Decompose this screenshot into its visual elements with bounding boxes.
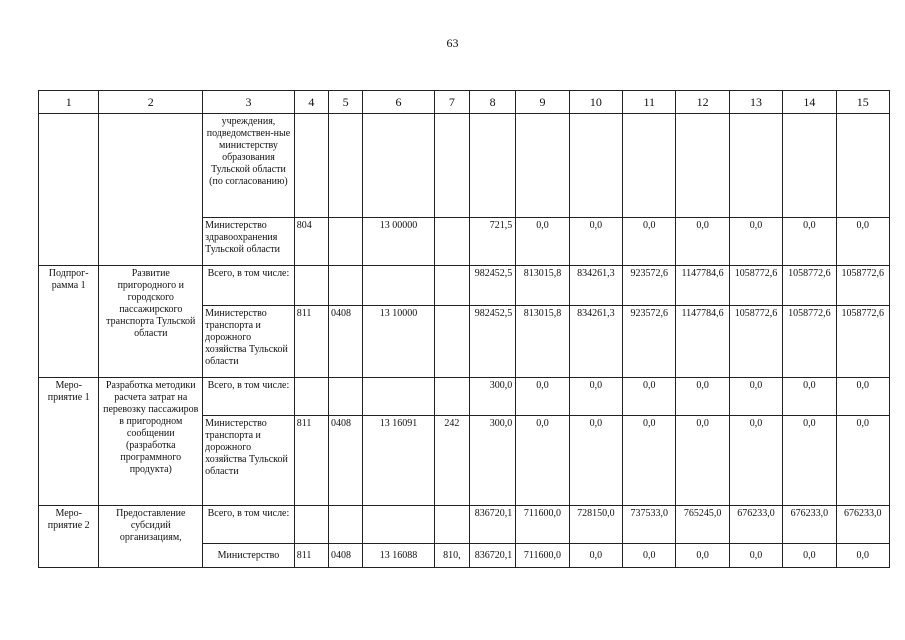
amount-cell: 982452,5 <box>469 266 515 306</box>
empty-cell <box>569 114 622 218</box>
amount-cell: 0,0 <box>836 218 889 266</box>
header-cell: 6 <box>363 91 435 114</box>
amount-cell: 0,0 <box>836 378 889 416</box>
header-cell: 3 <box>203 91 295 114</box>
amount-cell: 923572,6 <box>623 306 676 378</box>
amount-cell: 0,0 <box>569 378 622 416</box>
expense-type-cell <box>434 306 469 378</box>
program-name-cell: Предоставление субсидий организациям, <box>99 506 203 568</box>
target-article-cell: 13 00000 <box>363 218 435 266</box>
program-name-cell <box>99 114 203 266</box>
grbs-code-cell: 811 <box>294 306 328 378</box>
table-row <box>39 114 890 218</box>
amount-cell: 0,0 <box>729 544 782 568</box>
empty-cell <box>729 114 782 218</box>
amount-cell: 711600,0 <box>516 506 569 544</box>
amount-cell: 1058772,6 <box>836 306 889 378</box>
amount-cell: 1058772,6 <box>729 306 782 378</box>
expense-type-cell: 810, <box>434 544 469 568</box>
table-row <box>39 506 890 544</box>
amount-cell: 728150,0 <box>569 506 622 544</box>
amount-cell: 0,0 <box>729 218 782 266</box>
amount-cell: 0,0 <box>516 378 569 416</box>
empty-cell <box>516 114 569 218</box>
amount-cell: 0,0 <box>569 544 622 568</box>
amount-cell: 1058772,6 <box>836 266 889 306</box>
header-row <box>39 91 890 114</box>
target-article-cell <box>363 506 435 544</box>
header-cell: 9 <box>516 91 569 114</box>
executor-cell: Всего, в том числе: <box>203 266 295 306</box>
header-cell: 1 <box>39 91 99 114</box>
amount-cell: 834261,3 <box>569 306 622 378</box>
header-cell: 12 <box>676 91 729 114</box>
section-code-cell <box>329 506 363 544</box>
section-code-cell <box>329 266 363 306</box>
amount-cell: 0,0 <box>516 416 569 506</box>
amount-cell: 0,0 <box>623 416 676 506</box>
empty-cell <box>623 114 676 218</box>
grbs-code-cell <box>294 378 328 416</box>
header-cell: 5 <box>329 91 363 114</box>
grbs-code-cell: 811 <box>294 544 328 568</box>
expense-type-cell: 242 <box>434 416 469 506</box>
amount-cell: 0,0 <box>516 218 569 266</box>
amount-cell: 0,0 <box>783 544 836 568</box>
header-cell: 2 <box>99 91 203 114</box>
amount-cell: 0,0 <box>676 544 729 568</box>
header-cell: 7 <box>434 91 469 114</box>
amount-cell: 0,0 <box>729 416 782 506</box>
amount-cell: 721,5 <box>469 218 515 266</box>
amount-cell: 836720,1 <box>469 506 515 544</box>
grbs-code-cell <box>294 266 328 306</box>
header-cell: 11 <box>623 91 676 114</box>
amount-cell: 300,0 <box>469 378 515 416</box>
amount-cell: 0,0 <box>783 378 836 416</box>
amount-cell: 0,0 <box>569 416 622 506</box>
budget-table <box>38 90 890 568</box>
empty-cell <box>783 114 836 218</box>
grbs-code-cell: 804 <box>294 218 328 266</box>
grbs-code-cell <box>294 506 328 544</box>
amount-cell: 1147784,6 <box>676 306 729 378</box>
program-name-cell: Развитие пригородного и городского пассажирского транспорта Тульской области <box>99 266 203 378</box>
expense-type-cell <box>434 506 469 544</box>
amount-cell: 676233,0 <box>729 506 782 544</box>
empty-cell <box>676 114 729 218</box>
amount-cell: 0,0 <box>676 218 729 266</box>
amount-cell: 0,0 <box>623 544 676 568</box>
amount-cell: 1147784,6 <box>676 266 729 306</box>
executor-cell: Всего, в том числе: <box>203 378 295 416</box>
expense-type-cell <box>434 378 469 416</box>
amount-cell: 711600,0 <box>516 544 569 568</box>
table-row <box>39 266 890 306</box>
target-article-cell <box>363 378 435 416</box>
executor-cell: учреждения, подведомствен-ные министерству образования Тульской области (по согласованию) <box>203 114 295 218</box>
executor-cell: Министерство здравоохранения Тульской области <box>203 218 295 266</box>
amount-cell: 923572,6 <box>623 266 676 306</box>
amount-cell: 0,0 <box>623 378 676 416</box>
amount-cell: 676233,0 <box>783 506 836 544</box>
section-code-cell <box>329 218 363 266</box>
header-cell: 14 <box>783 91 836 114</box>
amount-cell: 0,0 <box>623 218 676 266</box>
amount-cell: 0,0 <box>783 416 836 506</box>
section-code-cell: 0408 <box>329 416 363 506</box>
amount-cell: 676233,0 <box>836 506 889 544</box>
amount-cell: 0,0 <box>676 416 729 506</box>
amount-cell: 0,0 <box>836 416 889 506</box>
amount-cell: 836720,1 <box>469 544 515 568</box>
table-row <box>39 378 890 416</box>
section-code-cell: 0408 <box>329 306 363 378</box>
amount-cell: 813015,8 <box>516 306 569 378</box>
header-cell: 4 <box>294 91 328 114</box>
header-cell: 10 <box>569 91 622 114</box>
empty-cell <box>836 114 889 218</box>
section-code-cell: 0408 <box>329 544 363 568</box>
header-cell: 15 <box>836 91 889 114</box>
amount-cell: 765245,0 <box>676 506 729 544</box>
executor-cell: Министерство транспорта и дорожного хозяйства Тульской области <box>203 306 295 378</box>
target-article-cell <box>363 266 435 306</box>
program-code-cell: Подпрог-рамма 1 <box>39 266 99 378</box>
amount-cell: 0,0 <box>783 218 836 266</box>
amount-cell: 1058772,6 <box>783 266 836 306</box>
amount-cell: 834261,3 <box>569 266 622 306</box>
amount-cell: 982452,5 <box>469 306 515 378</box>
empty-cell <box>294 114 328 218</box>
empty-cell <box>329 114 363 218</box>
amount-cell: 0,0 <box>569 218 622 266</box>
expense-type-cell <box>434 218 469 266</box>
section-code-cell <box>329 378 363 416</box>
amount-cell: 0,0 <box>729 378 782 416</box>
program-code-cell: Меро-приятие 2 <box>39 506 99 568</box>
program-name-cell: Разработка методики расчета затрат на перевозку пассажиров в пригородном сообщении (разработка программного продукта) <box>99 378 203 506</box>
target-article-cell: 13 16088 <box>363 544 435 568</box>
amount-cell: 737533,0 <box>623 506 676 544</box>
program-code-cell: Меро-приятие 1 <box>39 378 99 506</box>
amount-cell: 813015,8 <box>516 266 569 306</box>
page-number: 63 <box>446 36 459 50</box>
empty-cell <box>363 114 435 218</box>
amount-cell: 1058772,6 <box>729 266 782 306</box>
grbs-code-cell: 811 <box>294 416 328 506</box>
expense-type-cell <box>434 266 469 306</box>
executor-cell: Министерство транспорта и дорожного хозяйства Тульской области <box>203 416 295 506</box>
program-code-cell <box>39 114 99 266</box>
empty-cell <box>469 114 515 218</box>
amount-cell: 300,0 <box>469 416 515 506</box>
empty-cell <box>434 114 469 218</box>
amount-cell: 1058772,6 <box>783 306 836 378</box>
target-article-cell: 13 16091 <box>363 416 435 506</box>
amount-cell: 0,0 <box>676 378 729 416</box>
executor-cell: Всего, в том числе: <box>203 506 295 544</box>
header-cell: 13 <box>729 91 782 114</box>
header-cell: 8 <box>469 91 515 114</box>
target-article-cell: 13 10000 <box>363 306 435 378</box>
amount-cell: 0,0 <box>836 544 889 568</box>
executor-cell: Министерство <box>203 544 295 568</box>
